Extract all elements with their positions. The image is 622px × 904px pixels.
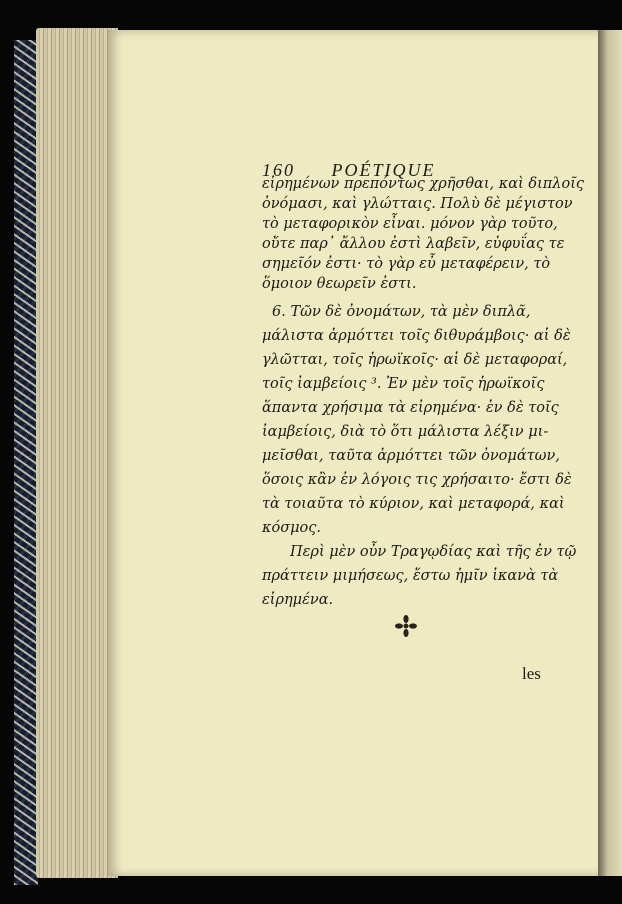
text-line: τοῖς ἰαμβείοις ³. Ἐν μὲν τοῖς ἡρωϊκοῖς bbox=[262, 376, 545, 392]
facing-page-edge bbox=[598, 30, 622, 876]
page-number: 160 bbox=[262, 160, 295, 180]
page-edges bbox=[36, 28, 118, 878]
text-line: ὅμοιον θεωρεῖν ἐστι. bbox=[262, 276, 417, 292]
text-line: μεῖσθαι, ταῦτα ἁρμόττει τῶν ὀνομάτων, bbox=[262, 448, 560, 464]
text-line: γλῶτται, τοῖς ἡρωϊκοῖς· αἱ δὲ μεταφοραί, bbox=[262, 352, 568, 368]
marbled-cover bbox=[14, 40, 38, 885]
text-line: Περὶ μὲν οὖν Τραγῳδίας καὶ τῆς ἐν τῷ bbox=[290, 544, 577, 560]
text-line: ἰαμβείοις, διὰ τὸ ὅτι μάλιστα λέξιν μι- bbox=[262, 424, 549, 440]
text-line: κόσμος. bbox=[262, 520, 322, 536]
text-line: τὸ μεταφορικὸν εἶναι. μόνον γὰρ τοῦτο, bbox=[262, 216, 558, 232]
catchword: les bbox=[522, 664, 541, 683]
text-line: ὅσοις κἂν ἐν λόγοις τις χρήσαιτο· ἔστι δὲ bbox=[262, 472, 572, 488]
text-line: εἰρημένων πρεπόντως χρῆσθαι, καὶ διπλοῖς bbox=[262, 176, 585, 192]
fleuron-icon bbox=[394, 614, 418, 638]
text-line: οὔτε παρ᾽ ἄλλου ἐστὶ λαβεῖν, εὐφυΐας τε bbox=[262, 236, 565, 252]
text-line: μάλιστα ἁρμόττει τοῖς διθυράμβοις· αἱ δὲ bbox=[262, 328, 571, 344]
text-line: ὀνόμασι, καὶ γλώτταις. Πολὺ δὲ μέγιστον bbox=[262, 196, 573, 212]
text-line: εἰρημένα. bbox=[262, 592, 334, 608]
text-line: πράττειν μιμήσεως, ἔστω ἡμῖν ἱκανὰ τὰ bbox=[262, 568, 559, 584]
text-line: 6. Τῶν δὲ ὀνομάτων, τὰ μὲν διπλᾶ, bbox=[272, 304, 531, 320]
text-line: τὰ τοιαῦτα τὸ κύριον, καὶ μεταφορά, καὶ bbox=[262, 496, 565, 512]
text-line: σημεῖόν ἐστι· τὸ γὰρ εὖ μεταφέρειν, τὸ bbox=[262, 256, 551, 272]
running-title: POÉTIQUE bbox=[331, 160, 436, 180]
text-line: ἅπαντα χρήσιμα τὰ εἰρημένα· ἐν δὲ τοῖς bbox=[262, 400, 559, 416]
